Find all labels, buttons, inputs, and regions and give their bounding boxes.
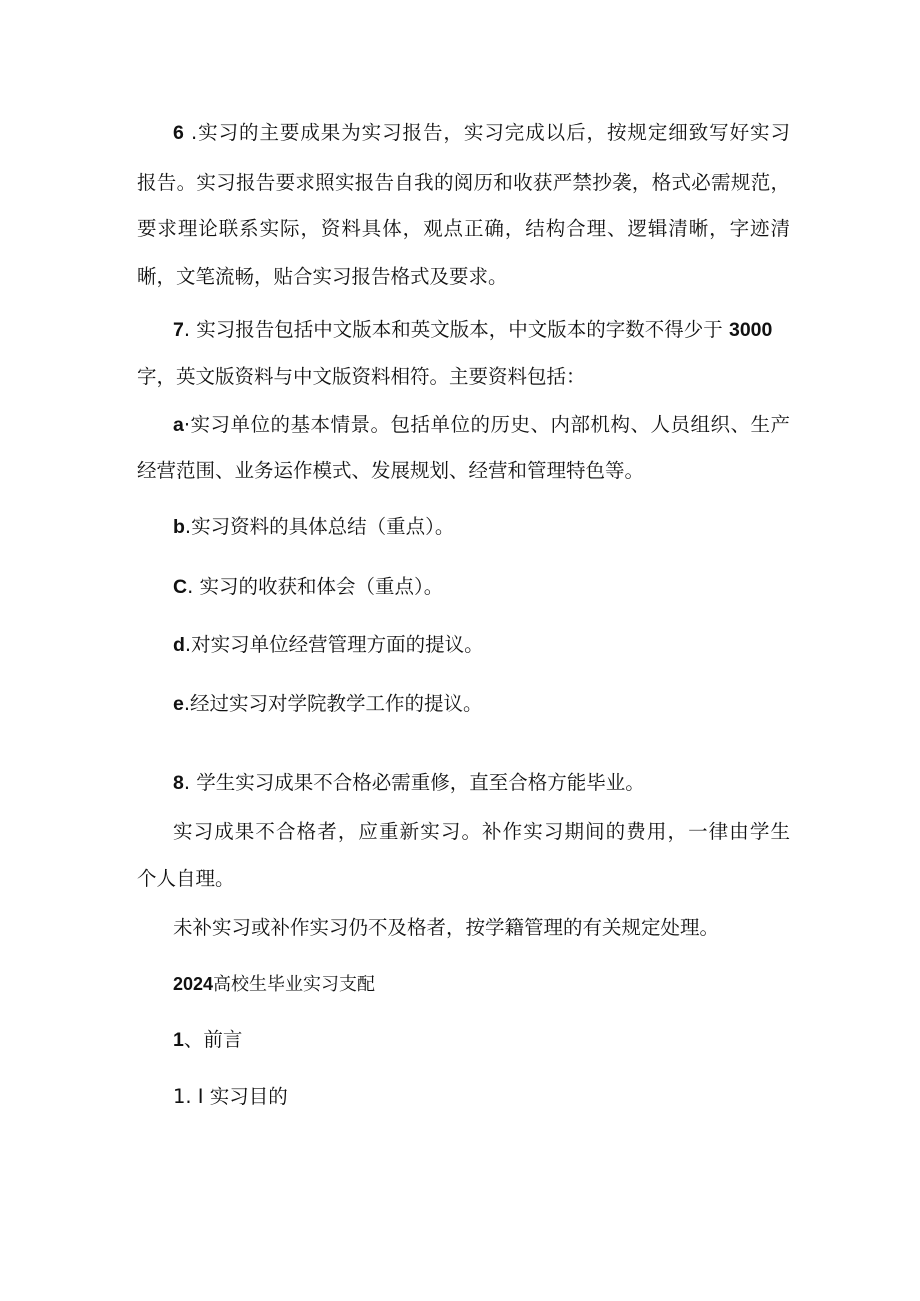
item-letter: C	[173, 576, 188, 598]
item-number: 7	[173, 319, 184, 341]
item-letter: b	[173, 516, 185, 538]
item-number: 6	[173, 122, 184, 144]
para-6-line-1	[173, 121, 790, 145]
heading-number: 1	[173, 1029, 184, 1051]
section-title	[173, 972, 375, 997]
item-b	[173, 515, 454, 539]
para-10: 未补实习或补作实习仍不及格者，按学籍管理的有关规定处理。	[173, 916, 720, 939]
text: . 实习报告包括中文版本和英文版本，中文版本的字数不得少于	[183, 318, 729, 341]
para-6-line-2: 报告。实习报告要求照实报告自我的阅历和收获严禁抄袭，格式必需规范，	[137, 171, 790, 194]
item-d	[173, 633, 484, 657]
text: 、前言	[183, 1028, 243, 1051]
heading-1-1	[173, 1085, 288, 1109]
para-8	[173, 771, 645, 795]
text: .实习资料的具体总结（重点）。	[184, 515, 455, 538]
text: . 实习的收获和体会（重点）。	[187, 575, 444, 598]
item-number: 8	[173, 772, 184, 794]
item-letter: e	[173, 693, 184, 715]
item-a-line-2: 经营范围、业务运作模式、发展规划、经营和管理特色等。	[137, 459, 645, 482]
para-7-line-1	[173, 318, 772, 342]
text: 高校生毕业实习支配	[213, 974, 376, 995]
year: 2024	[173, 974, 214, 994]
text: .实习的主要成果为实习报告，实习完成以后，按规定细致写好实习	[183, 121, 790, 144]
text: .对实习单位经营管理方面的提议。	[184, 633, 484, 656]
text: .经过实习对学院教学工作的提议。	[183, 692, 483, 715]
para-6-line-4: 晰，文笔流畅，贴合实习报告格式及要求。	[137, 265, 508, 288]
text: . 学生实习成果不合格必需重修，直至合格方能毕业。	[183, 771, 645, 794]
item-letter: a	[173, 414, 184, 436]
para-7-line-2: 字，英文版资料与中文版资料相符。主要资料包括：	[137, 365, 586, 388]
word-count: 3000	[728, 319, 773, 341]
text: ·实习单位的基本情景。包括单位的历史、内部机构、人员组织、生产	[183, 413, 790, 436]
heading-number: 1. I	[173, 1085, 204, 1108]
heading-1	[173, 1028, 242, 1052]
para-6-line-3: 要求理论联系实际，资料具体，观点正确，结构合理、逻辑清晰，字迹清	[137, 217, 790, 240]
item-c	[173, 575, 443, 599]
item-e	[173, 692, 483, 716]
item-letter: d	[173, 634, 185, 656]
text: 实习目的	[203, 1085, 288, 1108]
para-9-line-1: 实习成果不合格者，应重新实习。补作实习期间的费用，一律由学生	[173, 820, 790, 843]
item-a-line-1	[173, 413, 790, 437]
para-9-line-2: 个人自理。	[137, 867, 235, 890]
